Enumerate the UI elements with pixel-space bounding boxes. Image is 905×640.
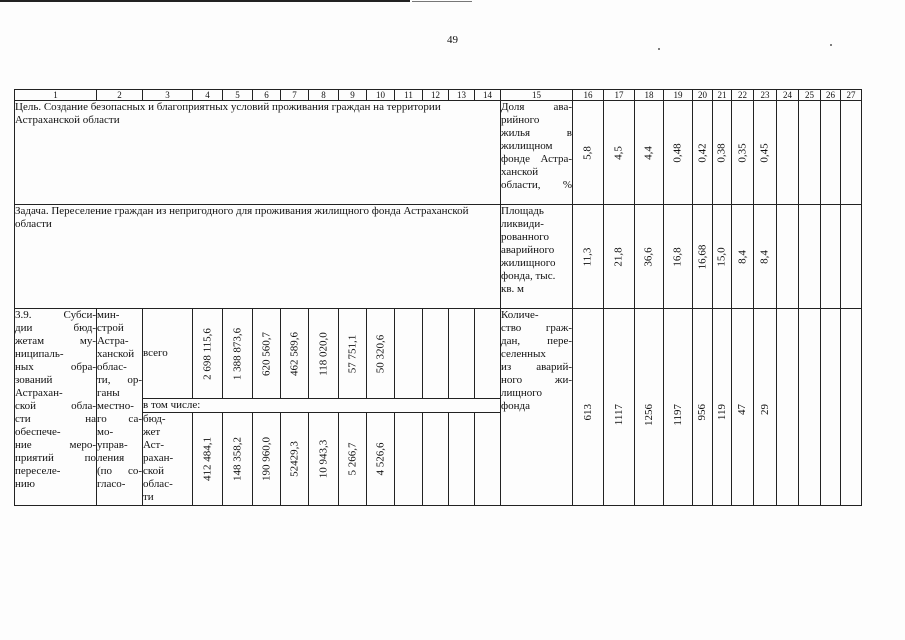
column-number-17: 17 — [604, 90, 635, 101]
text-line: ных обра- — [15, 361, 96, 373]
total-label: всего — [143, 347, 168, 359]
program-table — [14, 89, 862, 506]
total-value-5: 1 388 873,6 — [223, 309, 253, 399]
text-line: зований — [15, 374, 53, 386]
column-number-1: 1 — [15, 90, 97, 101]
text-line: Астрахан- — [15, 387, 63, 399]
measure-value-18: 1256 — [635, 309, 664, 506]
goal-value-16: 5,8 — [573, 101, 604, 205]
text-line: мин- — [97, 309, 120, 321]
column-number-3: 3 — [143, 90, 193, 101]
text-line: жет — [143, 426, 161, 438]
text-line: ской — [143, 465, 165, 477]
goal-value-21: 0,38 — [713, 101, 732, 205]
measure-indicator-text — [501, 309, 572, 413]
text-line: ганы — [97, 387, 120, 399]
text-line: нию — [15, 478, 35, 490]
text-line: бюд- — [143, 413, 166, 425]
budget-value-5: 148 358,2 — [223, 413, 253, 506]
measure-value-22: 47 — [732, 309, 754, 506]
text-line: (по со- — [97, 465, 142, 477]
text-line: кв. м — [501, 283, 524, 295]
task-value-22: 8,4 — [732, 205, 754, 309]
text-line: ного жи- — [501, 374, 572, 386]
goal-indicator-cell — [501, 101, 573, 205]
budget-value-7: 52429,3 — [281, 413, 309, 506]
measure-value-19: 1197 — [664, 309, 693, 506]
task-value-21: 15,0 — [713, 205, 732, 309]
total-value-9: 57 751,1 — [339, 309, 367, 399]
goal-row — [15, 101, 862, 205]
column-number-25: 25 — [799, 90, 821, 101]
column-number-2: 2 — [97, 90, 143, 101]
page-number: 49 — [447, 34, 458, 46]
text-line: селенных — [501, 348, 546, 360]
text-line: рованного — [501, 231, 549, 243]
column-number-21: 21 — [713, 90, 732, 101]
text-line: гласо- — [97, 478, 126, 490]
scan-edge-line — [0, 0, 410, 2]
column-number-13: 13 — [449, 90, 475, 101]
budget-value-8: 10 943,3 — [309, 413, 339, 506]
column-number-8: 8 — [309, 90, 339, 101]
text-line: ханской — [97, 348, 135, 360]
text-line: облас- — [97, 361, 127, 373]
measure-name-text — [15, 309, 96, 491]
text-line: го са- — [97, 413, 142, 425]
column-number-11: 11 — [395, 90, 423, 101]
budget-value-6: 190 960,0 — [253, 413, 281, 506]
column-number-24: 24 — [777, 90, 799, 101]
measure-executor-text — [97, 309, 142, 491]
scan-edge-mark — [412, 1, 472, 2]
budget-value-4: 412 484,1 — [193, 413, 223, 506]
text-line: приятий по — [15, 452, 96, 464]
text-line: аварийного — [501, 244, 555, 256]
text-line: ления — [97, 452, 125, 464]
measure-value-17: 1117 — [604, 309, 635, 506]
column-number-9: 9 — [339, 90, 367, 101]
text-line: ской обла- — [15, 400, 96, 412]
measure-total-row — [15, 309, 862, 399]
measure-value-23: 29 — [754, 309, 777, 506]
column-number-12: 12 — [423, 90, 449, 101]
column-number-18: 18 — [635, 90, 664, 101]
measure-indicator-cell — [501, 309, 573, 506]
text-line: обеспече- — [15, 426, 61, 438]
goal-indicator-text — [501, 101, 572, 192]
task-value-18: 36,6 — [635, 205, 664, 309]
column-number-20: 20 — [693, 90, 713, 101]
column-number-10: 10 — [367, 90, 395, 101]
text-line: управ- — [97, 439, 128, 451]
column-number-19: 19 — [664, 90, 693, 101]
text-line: рахан- — [143, 452, 174, 464]
column-number-26: 26 — [821, 90, 841, 101]
total-value-6: 620 560,7 — [253, 309, 281, 399]
goal-value-22: 0,35 — [732, 101, 754, 205]
text-line: ти — [143, 491, 154, 503]
task-value-20: 16,68 — [693, 205, 713, 309]
goal-value-18: 4,4 — [635, 101, 664, 205]
column-number-6: 6 — [253, 90, 281, 101]
column-number-27: 27 — [841, 90, 862, 101]
text-line: дан, пере- — [501, 335, 572, 347]
budget-value-9: 5 266,7 — [339, 413, 367, 506]
task-value-17: 21,8 — [604, 205, 635, 309]
text-line: рийного — [501, 114, 540, 126]
text-line: сти на — [15, 413, 96, 425]
text-line: ти, ор- — [97, 374, 142, 386]
total-value-4: 2 698 115,6 — [193, 309, 223, 399]
task-indicator-text — [501, 205, 572, 296]
scan-speck — [658, 48, 660, 50]
text-line: фонда, тыс. — [501, 270, 556, 282]
text-line: ние меро- — [15, 439, 96, 451]
task-indicator-cell — [501, 205, 573, 309]
text-line: местно- — [97, 400, 134, 412]
goal-value-20: 0,42 — [693, 101, 713, 205]
task-value-19: 16,8 — [664, 205, 693, 309]
including-label: в том числе: — [143, 399, 201, 411]
task-value-23: 8,4 — [754, 205, 777, 309]
column-number-22: 22 — [732, 90, 754, 101]
text-line: мо- — [97, 426, 114, 438]
text-line: Площадь — [501, 205, 544, 217]
measure-executor-cell — [97, 309, 143, 506]
column-number-7: 7 — [281, 90, 309, 101]
including-cell — [143, 399, 501, 413]
column-number-14: 14 — [475, 90, 501, 101]
measure-value-21: 119 — [713, 309, 732, 506]
text-line: фонда — [501, 400, 530, 412]
column-number-5: 5 — [223, 90, 253, 101]
measure-value-16: 613 — [573, 309, 604, 506]
budget-label-text — [143, 413, 192, 504]
budget-label-cell — [143, 413, 193, 506]
text-line: жилищного — [501, 257, 556, 269]
total-value-10: 50 320,6 — [367, 309, 395, 399]
goal-text: Цель. Создание безопасных и благоприятных условий проживания граждан на территории Астраханской области — [15, 101, 441, 126]
budget-value-10: 4 526,6 — [367, 413, 395, 506]
text-line: лищного — [501, 387, 542, 399]
text-line: 3.9. Субси- — [15, 309, 96, 321]
column-numbers-row — [15, 90, 862, 101]
text-line: строй — [97, 322, 124, 334]
text-line: жилищном — [501, 140, 553, 152]
text-line: ликвиди- — [501, 218, 544, 230]
text-line: Количе- — [501, 309, 539, 321]
total-label-cell — [143, 309, 193, 399]
task-value-16: 11,3 — [573, 205, 604, 309]
task-row — [15, 205, 862, 309]
text-line: жилья в — [501, 127, 572, 139]
text-line: области, % — [501, 179, 572, 191]
total-value-7: 462 589,6 — [281, 309, 309, 399]
measure-value-20: 956 — [693, 309, 713, 506]
text-line: ханской — [501, 166, 539, 178]
measure-name-cell — [15, 309, 97, 506]
goal-value-17: 4,5 — [604, 101, 635, 205]
text-line: переселе- — [15, 465, 61, 477]
text-line: ниципаль- — [15, 348, 64, 360]
text-line: дии бюд- — [15, 322, 96, 334]
task-cell — [15, 205, 501, 309]
total-value-8: 118 020,0 — [309, 309, 339, 399]
text-line: Доля ава- — [501, 101, 572, 113]
text-line: жетам му- — [15, 335, 96, 347]
text-line: из аварий- — [501, 361, 572, 373]
column-number-16: 16 — [573, 90, 604, 101]
goal-value-23: 0,45 — [754, 101, 777, 205]
goal-value-19: 0,48 — [664, 101, 693, 205]
column-number-23: 23 — [754, 90, 777, 101]
text-line: ство граж- — [501, 322, 572, 334]
goal-cell — [15, 101, 501, 205]
text-line: облас- — [143, 478, 173, 490]
column-number-4: 4 — [193, 90, 223, 101]
text-line: фонде Астра- — [501, 153, 572, 165]
text-line: Аст- — [143, 439, 165, 451]
column-number-15: 15 — [501, 90, 573, 101]
task-text: Задача. Переселение граждан из непригодного для проживания жилищного фонда Астраханской области — [15, 205, 469, 230]
text-line: Астра- — [97, 335, 129, 347]
